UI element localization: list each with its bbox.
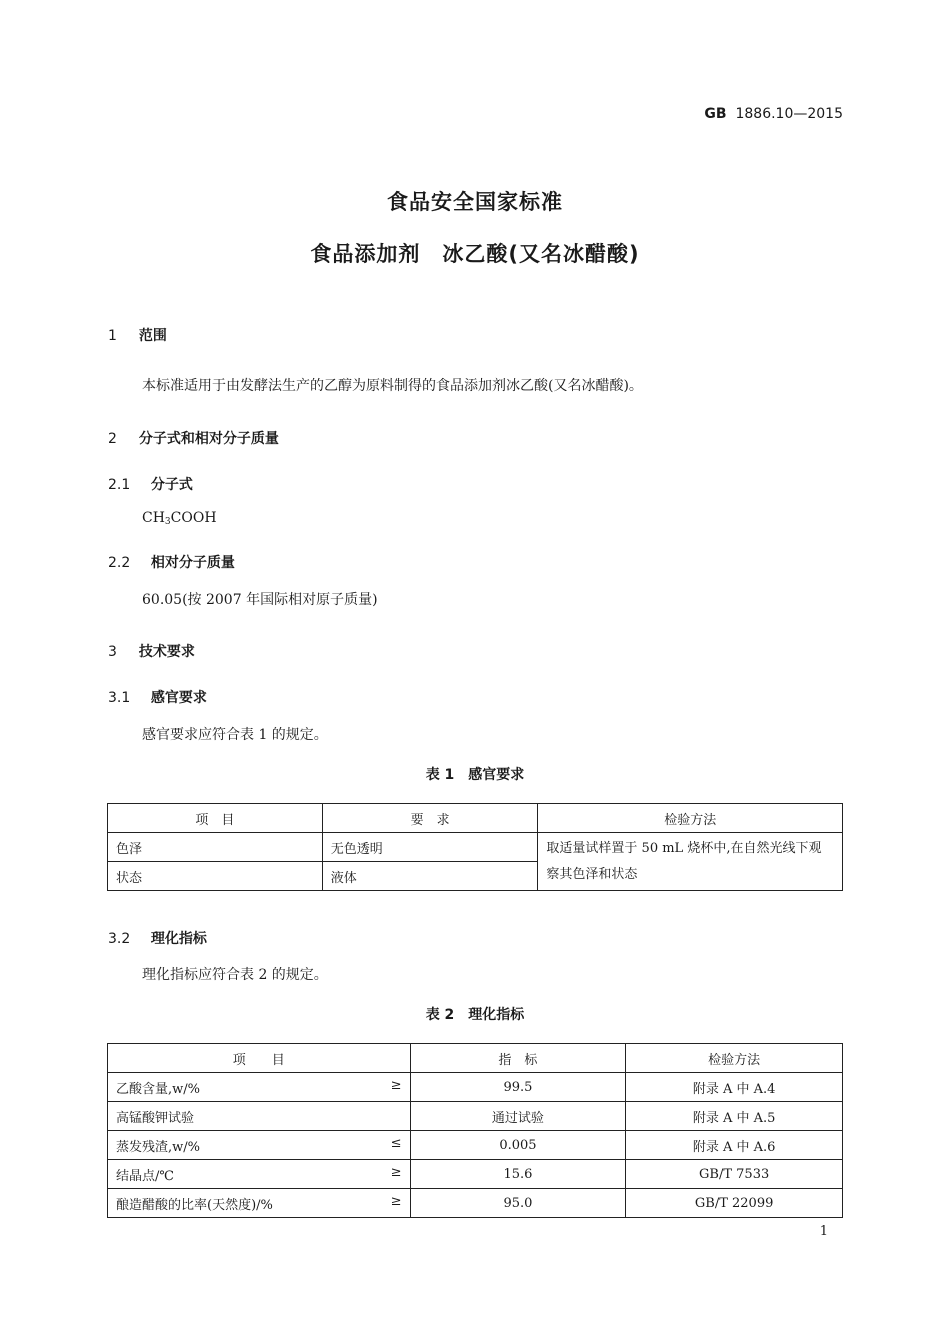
section-1-heading — [108, 325, 167, 345]
section-title: 技术要求 — [138, 644, 195, 660]
standard-number: 1886.10—2015 — [735, 106, 843, 122]
document-title: 食品安全国家标准 — [387, 190, 563, 214]
item-cell: 状态 — [108, 862, 323, 891]
section-number: 2.1 — [108, 477, 131, 493]
section-title: 感官要求 — [150, 690, 207, 706]
standard-prefix: GB — [704, 106, 727, 122]
standard-code — [704, 106, 843, 122]
section-title: 分子式 — [150, 477, 193, 493]
section-number: 3 — [108, 644, 117, 660]
table-2-caption: 表 2 理化指标 — [425, 1007, 525, 1023]
value-cell: 99.5 — [410, 1073, 626, 1102]
section-title: 分子式和相对分子质量 — [138, 431, 279, 447]
method-cell: 附录 A 中 A.5 — [626, 1102, 843, 1131]
table-row — [108, 833, 843, 862]
section-3-1-text: 感官要求应符合表 1 的规定。 — [142, 727, 328, 743]
method-cell: 取适量试样置于 50 mL 烧杯中,在自然光线下观察其色泽和状态 — [538, 833, 843, 891]
method-cell: 附录 A 中 A.6 — [626, 1131, 843, 1160]
physicochemical-indicators-table — [107, 1043, 843, 1218]
section-3-heading — [108, 641, 195, 661]
table-row — [108, 1160, 843, 1189]
value-cell: 0.005 — [410, 1131, 626, 1160]
section-3-2-text: 理化指标应符合表 2 的规定。 — [142, 967, 328, 983]
requirement-cell: 无色透明 — [322, 833, 538, 862]
item-cell: 结晶点/℃ ≥ — [108, 1160, 411, 1189]
molecular-mass: 60.05(按 2007 年国际相对原子质量) — [142, 592, 378, 608]
section-title: 理化指标 — [150, 931, 207, 947]
item-cell: 酿造醋酸的比率(天然度)/% ≥ — [108, 1189, 411, 1218]
comparison-symbol: ≤ — [390, 1135, 402, 1151]
method-cell: GB/T 22099 — [626, 1189, 843, 1218]
table-row — [108, 1073, 843, 1102]
section-number: 3.1 — [108, 690, 131, 706]
value-cell: 15.6 — [410, 1160, 626, 1189]
column-header: 项 目 — [108, 804, 323, 833]
section-number: 1 — [108, 328, 117, 344]
item-cell: 高锰酸钾试验 — [108, 1102, 411, 1131]
method-cell: 附录 A 中 A.4 — [626, 1073, 843, 1102]
table-1-caption: 表 1 感官要求 — [425, 767, 525, 783]
table-row — [108, 1131, 843, 1160]
page-number: 1 — [819, 1224, 828, 1239]
section-number: 2 — [108, 431, 117, 447]
section-2-2-heading — [108, 552, 235, 572]
section-title: 相对分子质量 — [150, 555, 235, 571]
section-title: 范围 — [138, 328, 167, 344]
section-2-heading — [108, 428, 279, 448]
section-3-1-heading — [108, 687, 207, 707]
table-header-row — [108, 1044, 843, 1073]
section-3-2-heading — [108, 928, 207, 948]
column-header: 要 求 — [322, 804, 538, 833]
comparison-symbol: ≥ — [390, 1077, 402, 1093]
comparison-symbol: ≥ — [390, 1193, 402, 1209]
section-number: 2.2 — [108, 555, 131, 571]
molecular-formula: $CH_3COOH$ — [142, 510, 217, 527]
table-row — [108, 1189, 843, 1218]
item-cell: 乙酸含量,w/% ≥ — [108, 1073, 411, 1102]
requirement-cell: 液体 — [322, 862, 538, 891]
item-cell: 蒸发残渣,w/% ≤ — [108, 1131, 411, 1160]
table-header-row — [108, 804, 843, 833]
comparison-symbol: ≥ — [390, 1164, 402, 1180]
section-number: 3.2 — [108, 931, 131, 947]
sensory-requirements-table — [107, 803, 843, 891]
column-header: 检验方法 — [626, 1044, 843, 1073]
section-2-1-heading — [108, 474, 193, 494]
value-cell: 通过试验 — [410, 1102, 626, 1131]
section-1-text: 本标准适用于由发酵法生产的乙醇为原料制得的食品添加剂冰乙酸(又名冰醋酸)。 — [142, 378, 643, 394]
value-cell: 95.0 — [410, 1189, 626, 1218]
column-header: 检验方法 — [538, 804, 843, 833]
item-cell: 色泽 — [108, 833, 323, 862]
method-cell: GB/T 7533 — [626, 1160, 843, 1189]
document-subtitle: 食品添加剂 冰乙酸(又名冰醋酸) — [310, 242, 640, 266]
column-header: 项 目 — [108, 1044, 411, 1073]
column-header: 指 标 — [410, 1044, 626, 1073]
table-row — [108, 1102, 843, 1131]
